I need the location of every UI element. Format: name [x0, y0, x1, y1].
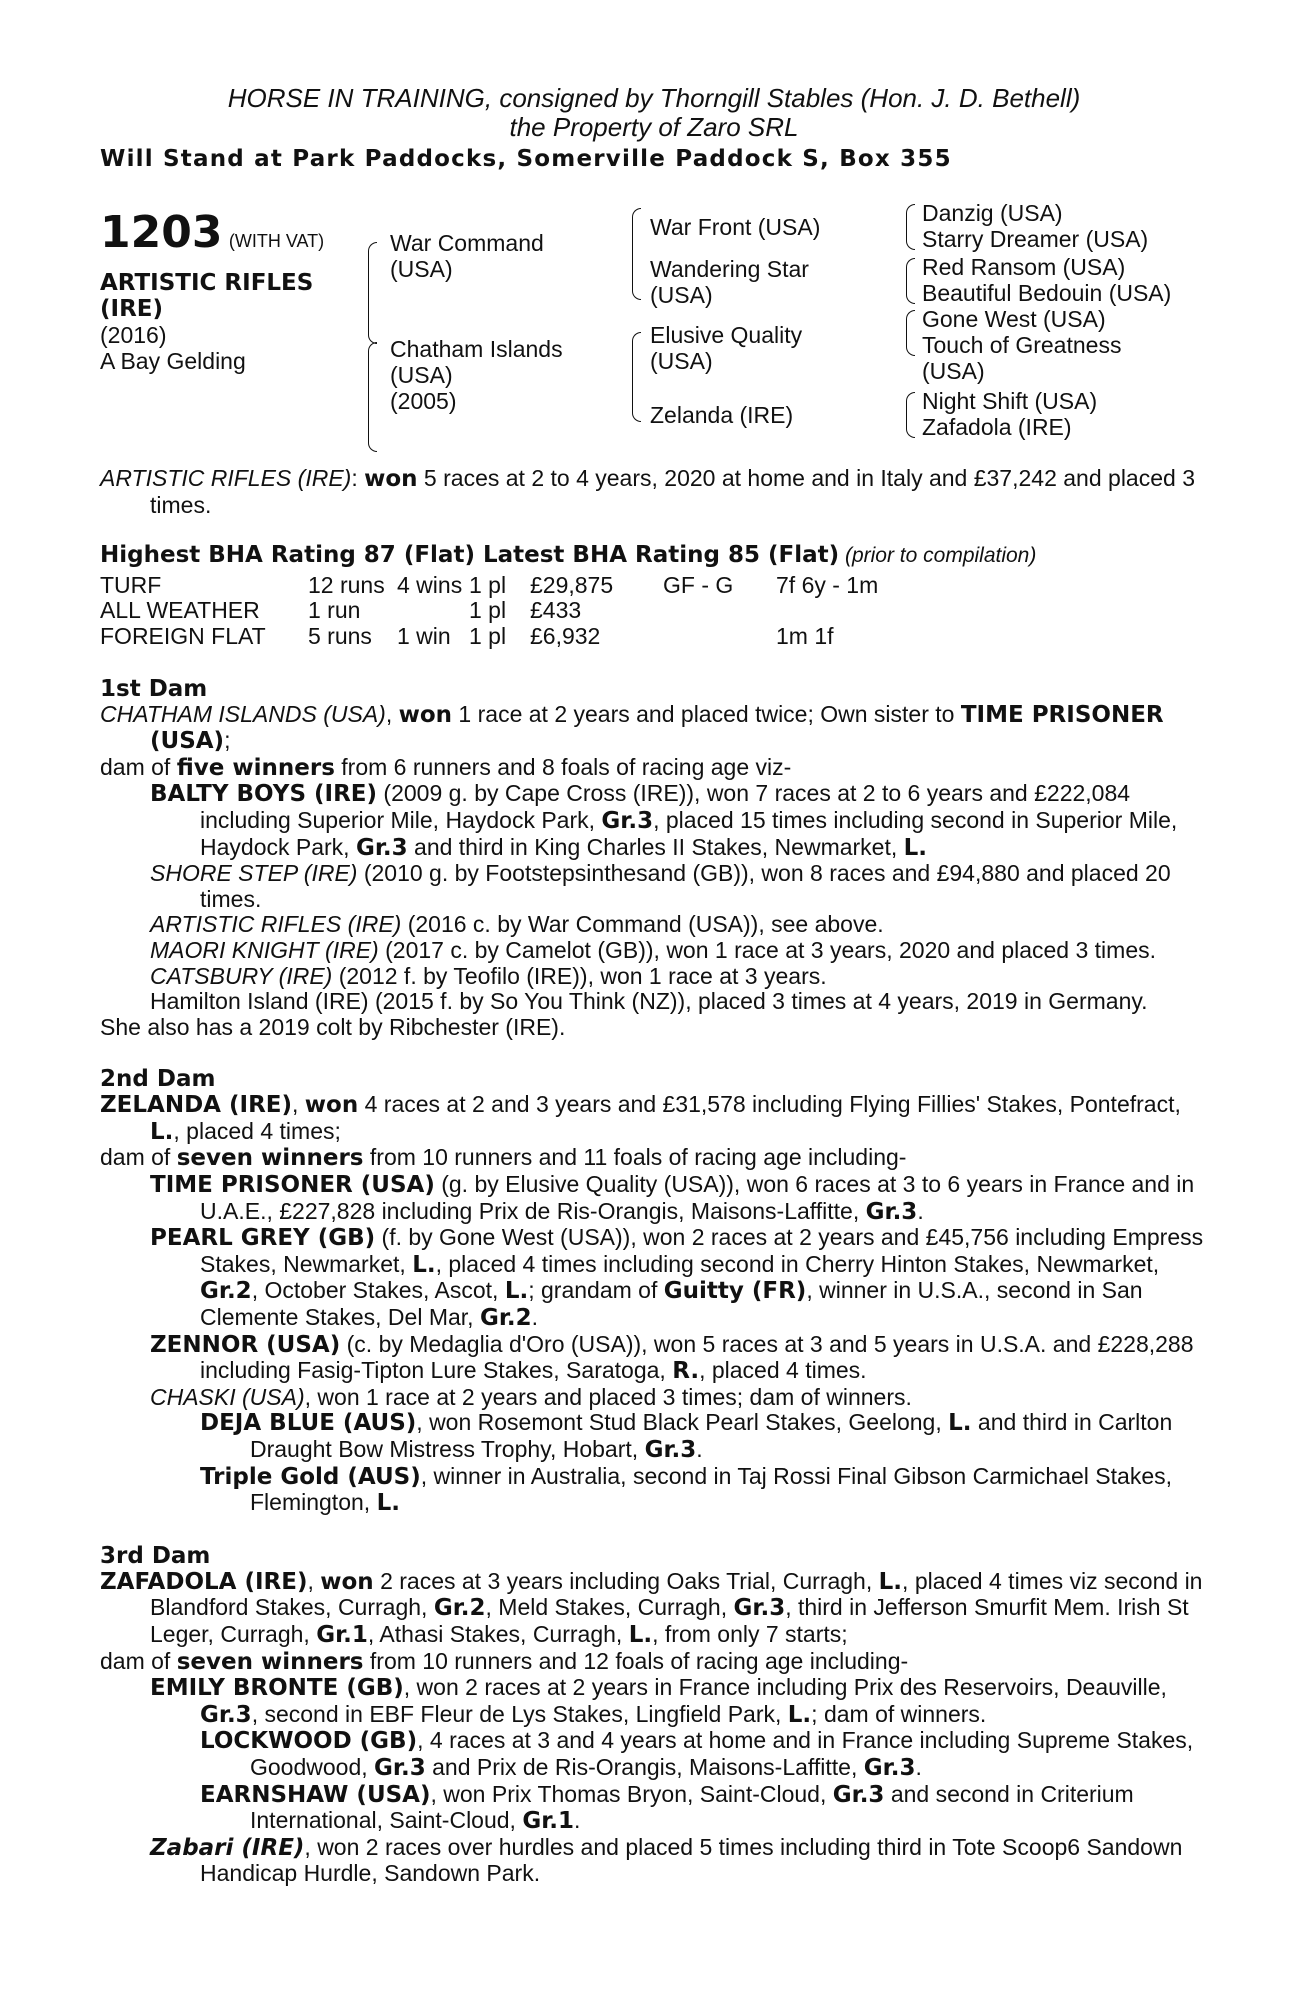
rating-wins: 4 wins: [397, 571, 463, 598]
brace-dd: [906, 392, 915, 438]
grade: L.: [150, 1118, 174, 1145]
t: ,: [385, 700, 399, 727]
t: ; grandam of: [528, 1277, 664, 1304]
t: .: [915, 1753, 922, 1780]
horse-year: (2016): [100, 322, 167, 348]
t: , third in Jefferson Smurfit Mem. Irish St Leger, Curragh,: [150, 1594, 1189, 1647]
produce-entry: [100, 1385, 1208, 1411]
sire-name: War Command: [390, 230, 544, 256]
third-dam-section: [100, 1543, 1208, 1887]
rating-prize: £29,875: [530, 571, 614, 598]
won-label: won: [304, 1092, 359, 1119]
t: and second in Criterium International, Saint-Cloud,: [250, 1780, 1134, 1834]
pedigree-dds: Night Shift (USA): [922, 388, 1098, 414]
grade: Gr.1: [316, 1621, 368, 1648]
catalogue-page: [100, 84, 1208, 1887]
first-dam-section: [100, 676, 1208, 1041]
pedigree-ddd: Zafadola (IRE): [922, 414, 1072, 440]
t: ;: [224, 727, 231, 754]
pedigree-dsd-2: (USA): [922, 358, 985, 384]
produce-name: ARTISTIC RIFLES (IRE): [150, 911, 402, 938]
produce-entry: [100, 964, 1208, 990]
t: and Prix de Ris-Orangis, Maisons-Laffitte,: [425, 1753, 864, 1780]
produce-entry: [100, 1172, 1208, 1225]
grade: Gr.3: [374, 1754, 426, 1781]
produce-name: MAORI KNIGHT (IRE): [150, 936, 379, 963]
third-dam-name: ZAFADOLA (IRE): [100, 1568, 308, 1595]
rating-note: (prior to compilation): [839, 544, 1037, 568]
produce-note: She also has a 2019 colt by Ribchester (IRE).: [100, 1013, 566, 1040]
rating-pl: 1 pl: [469, 597, 507, 624]
produce-entry: [100, 861, 1208, 912]
dam-name: Chatham Islands: [390, 336, 563, 362]
produce-entry: [100, 1728, 1208, 1781]
t: , won 1 race at 2 years and placed 3 times; dam of winners.: [304, 1383, 912, 1410]
produce-name: CHASKI (USA): [150, 1383, 305, 1410]
t: , winner in Australia, second in Taj Rossi Final Gibson Carmichael Stakes, Flemington,: [250, 1462, 1173, 1516]
pedigree-sdd: Beautiful Bedouin (USA): [922, 280, 1172, 306]
produce-name: ZENNOR (USA): [150, 1331, 341, 1358]
lot-number: 1203: [100, 207, 223, 258]
sire-dam-1: Wandering Star: [650, 256, 809, 282]
produce-entry: [100, 1225, 1208, 1331]
produce-entry: Hamilton Island (IRE) (2015 f. by So You Think (NZ)), placed 3 times at 4 years, 2019 in Germany.: [150, 988, 1148, 1015]
t: .: [574, 1807, 581, 1834]
grade: L.: [903, 834, 928, 861]
summary-horse-name: ARTISTIC RIFLES (IRE): [100, 465, 352, 491]
rating-surface: FOREIGN FLAT: [100, 622, 266, 649]
rating-row: [100, 573, 1208, 599]
grade: Gr.2: [433, 1595, 486, 1622]
t: (2017 c. by Camelot (GB)), won 1 race at 3 years, 2020 and placed 3 times.: [378, 936, 1157, 963]
t: from 10 runners and 11 foals of racing age including-: [363, 1144, 907, 1171]
t: .: [917, 1197, 924, 1224]
brace-dam-line: [632, 332, 641, 422]
first-dam-summary: [100, 702, 1208, 755]
t: ,: [307, 1567, 321, 1594]
produce-entry: [100, 1410, 1208, 1463]
third-dam-produce-line: [100, 1649, 1208, 1676]
rating-going: GF - G: [663, 571, 734, 598]
t: , from only 7 starts;: [652, 1620, 848, 1647]
t: , won 2 races at 2 years in France including Prix des Reservoirs, Deauville,: [403, 1674, 1167, 1701]
rating-prize: £433: [530, 597, 582, 624]
grade: Gr.3: [355, 834, 408, 861]
grade: Gr.3: [644, 1437, 697, 1463]
t: dam of: [100, 753, 177, 780]
stand-line: Will Stand at Park Paddocks, Somerville Paddock S, Box 355: [100, 146, 952, 172]
produce-name: EARNSHAW (USA): [200, 1781, 431, 1808]
second-dam-name: ZELANDA (IRE): [100, 1092, 292, 1119]
pedigree-dsd-1: Touch of Greatness: [922, 332, 1122, 358]
grade: Gr.3: [200, 1701, 252, 1728]
ratings-section: [100, 542, 1208, 649]
t: , won Prix Thomas Bryon, Saint-Cloud,: [430, 1780, 833, 1807]
produce-entry: [100, 938, 1208, 964]
t: dam of: [100, 1144, 177, 1171]
produce-name: SHORE STEP (IRE): [150, 860, 358, 887]
t: , placed 4 times viz second in Blandford Stakes, Curragh,: [150, 1567, 1203, 1621]
produce-entry: [100, 1332, 1208, 1385]
rating-surface: TURF: [100, 571, 162, 598]
dam-sire-2: (USA): [650, 348, 713, 374]
t: ; dam of winners.: [811, 1700, 987, 1727]
t: , placed 4 times including second in Cherry Hinton Stakes, Newmarket,: [435, 1250, 1160, 1277]
rating-surface: ALL WEATHER: [100, 597, 260, 624]
t: , won Rosemont Stud Black Pearl Stakes, Geelong,: [416, 1409, 949, 1436]
grade: L.: [504, 1278, 529, 1305]
second-dam-heading: 2nd Dam: [100, 1066, 216, 1093]
t: , placed 4 times;: [173, 1117, 341, 1144]
rating-pl: 1 pl: [469, 622, 507, 649]
third-dam-summary: [100, 1569, 1208, 1649]
latest-rating: Latest BHA Rating 85 (Flat): [474, 542, 840, 569]
winners-count: seven winners: [176, 1648, 364, 1675]
sire-country: (USA): [390, 256, 453, 282]
rating-pl: 1 pl: [469, 571, 507, 598]
third-dam-heading: 3rd Dam: [100, 1542, 211, 1569]
dam-year: (2005): [390, 388, 457, 414]
second-dam-produce-line: [100, 1145, 1208, 1172]
produce-entry: [100, 781, 1208, 861]
t: , won 2 races over hurdles and placed 5 times including third in Tote Scoop6 Sandown Handicap Hurdle, Sandown Park.: [200, 1833, 1183, 1887]
dam-sire-1: Elusive Quality: [650, 322, 803, 348]
produce-name: LOCKWOOD (GB): [200, 1728, 418, 1755]
produce-name: EMILY BRONTE (GB): [150, 1675, 404, 1702]
produce-entry: [100, 1835, 1208, 1887]
t: , 4 races at 3 and 4 years at home and in France including Supreme Stakes, Goodwood,: [250, 1727, 1194, 1780]
produce-name: PEARL GREY (GB): [150, 1225, 376, 1252]
rating-wins: 1 win: [397, 622, 451, 649]
grade: L.: [412, 1251, 436, 1278]
t: (g. by Elusive Quality (USA)), won 6 races at 3 to 6 years in France and in U.A.E., £227,828 including Prix de Ris-Orangis, Maisons-Laffitte,: [200, 1171, 1195, 1224]
first-dam-name: CHATHAM ISLANDS (USA): [100, 700, 386, 727]
pedigree-ssd: Starry Dreamer (USA): [922, 226, 1149, 252]
brace-dam: [368, 342, 377, 452]
first-dam-heading: 1st Dam: [100, 675, 208, 702]
t: (2012 f. by Teofilo (IRE)), won 1 race at 3 years.: [332, 962, 827, 989]
t: ,: [292, 1091, 305, 1118]
race-summary: [100, 466, 1208, 518]
sire-sire: War Front (USA): [650, 214, 821, 240]
pedigree-block: [100, 196, 1208, 464]
grade: Gr.3: [863, 1754, 916, 1781]
rating-prize: £6,932: [530, 622, 601, 649]
grade: Gr.1: [522, 1808, 575, 1835]
won-label: won: [398, 701, 453, 728]
winners-count: seven winners: [176, 1145, 364, 1172]
lot-number-line: [100, 207, 325, 258]
rating-runs: 12 runs: [308, 571, 385, 598]
grade: L.: [787, 1701, 812, 1728]
grade: Gr.3: [733, 1595, 786, 1622]
brace-ds: [906, 310, 915, 356]
t: (f. by Gone West (USA)), won 2 races at 2 years and £45,756 including Empress Stakes, Newmarket,: [200, 1224, 1204, 1277]
grade: L.: [948, 1410, 972, 1437]
grade: L.: [628, 1621, 653, 1648]
rating-dist: 7f 6y - 1m: [776, 571, 879, 598]
t: .: [531, 1304, 539, 1331]
pedigree-sss: Danzig (USA): [922, 200, 1063, 226]
dam-dam: Zelanda (IRE): [650, 402, 794, 428]
produce-name: Zabari (IRE): [150, 1834, 305, 1861]
brace-sire: [368, 242, 377, 344]
summary-text-2: and placed 3 times.: [150, 465, 1195, 518]
grandproduce-name: Guitty (FR): [663, 1278, 807, 1305]
t: 2 races at 3 years including Oaks Trial, Curragh,: [373, 1567, 879, 1594]
grade: Gr.3: [865, 1198, 918, 1225]
highest-rating: Highest BHA Rating 87 (Flat): [100, 542, 475, 569]
t: (2016 c. by War Command (USA)), see above.: [401, 911, 884, 938]
horse-name-1: ARTISTIC RIFLES: [100, 270, 314, 296]
t: , Meld Stakes, Curragh,: [485, 1594, 734, 1621]
produce-name: BALTY BOYS (IRE): [150, 781, 378, 808]
t: 4 races at 2 and 3 years and £31,578 including Flying Fillies' Stakes, Pontefract,: [358, 1091, 1181, 1118]
produce-entry: [100, 1464, 1208, 1517]
t: (2010 g. by Footstepsinthesand (GB)), won 8 races and £94,880 and placed 20 times.: [200, 860, 1171, 912]
produce-entry: [100, 1782, 1208, 1835]
vat-note: (WITH VAT): [228, 231, 325, 251]
summary-colon: :: [351, 465, 365, 491]
t: (2009 g. by Cape Cross (IRE)), won 7 races at 2 to 6 years and £222,084 including Superior Mile, Haydock Park,: [200, 780, 1131, 833]
grade: Gr.3: [832, 1781, 885, 1808]
t: from 6 runners and 8 foals of racing age viz-: [334, 753, 792, 780]
second-dam-section: [100, 1066, 1208, 1517]
produce-name: TIME PRISONER (USA): [150, 1172, 435, 1199]
rating-runs: 1 run: [308, 597, 361, 624]
summary-text-1: 5 races at 2 to 4 years, 2020 at home and in Italy and £37,242: [417, 465, 1057, 491]
produce-name: CATSBURY (IRE): [150, 962, 333, 989]
produce-name: Triple Gold (AUS): [200, 1463, 421, 1490]
summary-won: won: [364, 466, 418, 492]
consignor-line: HORSE IN TRAINING, consigned by Thorngill Stables (Hon. J. D. Bethell): [227, 83, 1081, 113]
t: dam of: [100, 1647, 177, 1674]
grade: R.: [672, 1358, 700, 1385]
property-line: the Property of Zaro SRL: [509, 112, 799, 142]
brace-sire-line: [632, 208, 641, 300]
t: , winner in U.S.A., second in San Clemente Stakes, Del Mar,: [200, 1277, 1143, 1331]
rating-dist: 1m 1f: [776, 622, 834, 649]
produce-entry: [100, 1675, 1208, 1728]
sire-dam-2: (USA): [650, 282, 713, 308]
rating-row: [100, 598, 1208, 624]
t: from 10 runners and 12 foals of racing age including-: [363, 1647, 909, 1674]
brace-ss: [906, 204, 915, 250]
grade: Gr.3: [601, 807, 654, 834]
t: (c. by Medaglia d'Oro (USA)), won 5 races at 3 and 5 years in U.S.A. and £228,288 including Fasig-Tipton Lure Stakes, Saratoga,: [200, 1330, 1194, 1384]
produce-name: DEJA BLUE (AUS): [200, 1410, 417, 1437]
pedigree-sds: Red Ransom (USA): [922, 254, 1126, 280]
winners-count: five winners: [176, 754, 335, 781]
grade: L.: [376, 1490, 400, 1517]
rating-row: [100, 624, 1208, 650]
sibling-name: TIME PRISONER (USA): [150, 701, 1164, 755]
t: , October Stakes, Ascot,: [251, 1277, 505, 1304]
horse-name-2: (IRE): [100, 296, 164, 322]
t: , placed 4 times.: [699, 1357, 867, 1384]
t: and third in Carlton Draught Bow Mistress Trophy, Hobart,: [250, 1409, 1173, 1462]
grade: L.: [878, 1568, 903, 1595]
t: 1 race at 2 years and placed twice; Own sister to: [452, 700, 961, 727]
horse-description: A Bay Gelding: [100, 348, 246, 374]
t: , second in EBF Fleur de Lys Stakes, Lingfield Park,: [251, 1700, 788, 1727]
t: .: [696, 1436, 703, 1462]
t: and third in King Charles II Stakes, Newmarket,: [407, 833, 904, 860]
grade: Gr.2: [479, 1305, 532, 1332]
won-label: won: [320, 1568, 374, 1595]
rating-runs: 5 runs: [308, 622, 372, 649]
dam-country: (USA): [390, 362, 453, 388]
produce-entry: [100, 912, 1208, 938]
t: , placed 15 times including second in Superior Mile, Haydock Park,: [200, 806, 1178, 860]
second-dam-summary: [100, 1092, 1208, 1145]
pedigree-dss: Gone West (USA): [922, 306, 1106, 332]
brace-sd: [906, 258, 915, 304]
ratings-table: [100, 573, 1208, 650]
first-dam-produce-line: [100, 755, 1208, 782]
ratings-heading: [100, 542, 1208, 569]
grade: Gr.2: [200, 1278, 252, 1305]
t: , Athasi Stakes, Curragh,: [367, 1620, 629, 1647]
